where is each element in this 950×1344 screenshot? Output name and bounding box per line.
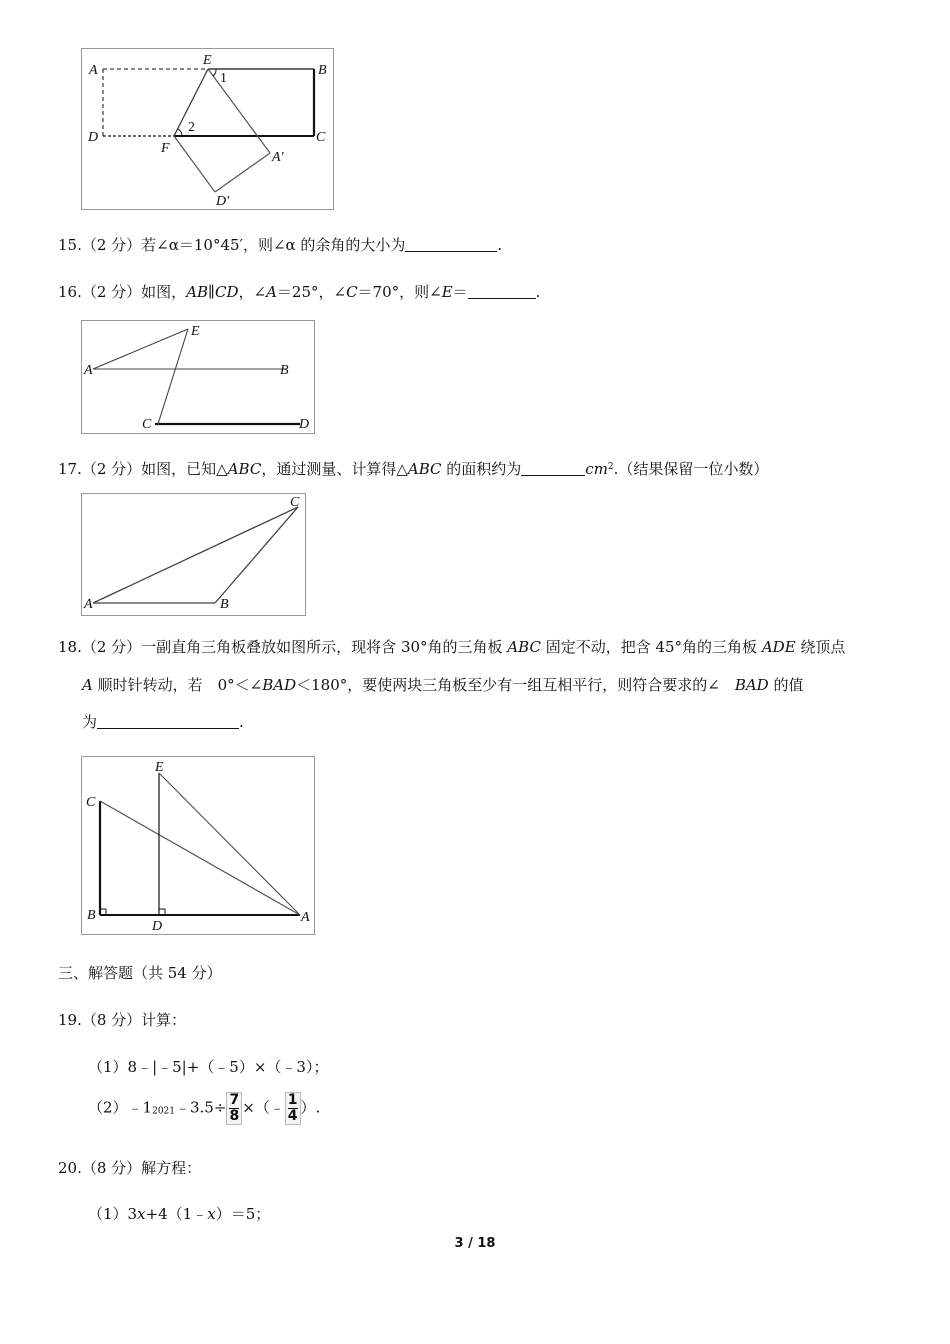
q15-number: 15. xyxy=(58,236,82,254)
figure-triangle-abc xyxy=(81,493,306,616)
label-A: A xyxy=(301,910,310,925)
figure-parallel-lines xyxy=(81,320,315,434)
q20-x2: x xyxy=(207,1205,216,1223)
q17-unit: cm xyxy=(585,460,608,478)
q20-p1b: +4（1﹣ xyxy=(145,1205,208,1223)
q19-p2d: ）. xyxy=(300,1098,321,1117)
q15-end: . xyxy=(497,236,503,254)
q16-angle-c: C xyxy=(346,283,358,301)
label-A: A xyxy=(89,63,98,78)
question-19 xyxy=(58,1009,186,1030)
q20-x1: x xyxy=(137,1205,146,1223)
q18-number: 18. xyxy=(58,638,82,656)
q16-angle-a: A xyxy=(266,283,277,301)
label-B: B xyxy=(220,597,229,612)
q18-abc: ABC xyxy=(507,638,541,656)
label-F: F xyxy=(161,141,170,156)
q19-number: 19. xyxy=(58,1011,82,1029)
q17-unit-exponent: 2 xyxy=(607,462,614,472)
q18-ade: ADE xyxy=(761,638,796,656)
q18-line2c: ＜180°，要使两块三角板至少有一组互相平行，则符合要求的∠ xyxy=(296,676,735,694)
q20-part-1 xyxy=(88,1203,270,1224)
q16-mid2: ＝25°，∠ xyxy=(276,283,347,301)
label-A: A xyxy=(84,363,93,378)
q17-abc-2: ABC xyxy=(407,460,442,478)
q18-line2b: 顺时针转动，若 0°＜∠ xyxy=(92,676,263,694)
fraction-denominator: 8 xyxy=(229,1108,240,1124)
q17-answer-blank[interactable] xyxy=(521,461,585,476)
page-number: 3 / 18 xyxy=(454,1236,496,1251)
q16-score: （2 分） xyxy=(81,283,142,301)
question-18-line-2 xyxy=(82,674,804,695)
label-C: C xyxy=(316,130,326,145)
label-C: C xyxy=(86,795,96,810)
q18-score: （2 分） xyxy=(81,638,142,656)
figure-set-squares xyxy=(81,756,315,935)
q16-ab-cd: AB∥CD xyxy=(186,283,239,301)
label-D: D xyxy=(299,417,310,432)
q16-mid4: ＝ xyxy=(452,283,468,301)
q18-bad-1: BAD xyxy=(262,676,297,694)
label-B: B xyxy=(87,908,96,923)
q16-number: 16. xyxy=(58,283,82,301)
q20-score: （8 分） xyxy=(81,1159,142,1177)
q18-line2d: 的值 xyxy=(768,676,804,694)
q17-mid2: 的面积约为 xyxy=(441,460,522,478)
q20-p1a: （1）3 xyxy=(88,1205,138,1223)
q18-bad-2: BAD xyxy=(734,676,769,694)
q18-end: . xyxy=(239,713,244,731)
label-B: B xyxy=(280,363,289,378)
q20-text: 解方程： xyxy=(141,1159,202,1177)
label-B: B xyxy=(318,63,327,78)
q16-end: . xyxy=(535,283,541,301)
label-A: A xyxy=(84,597,93,612)
q16-mid1: ，∠ xyxy=(238,283,267,301)
label-E: E xyxy=(191,324,200,339)
section-heading-3: 三、解答题（共 54 分） xyxy=(58,964,222,982)
question-15 xyxy=(58,234,502,255)
figure-folded-rectangle xyxy=(81,48,334,210)
q18-vertex-a: A xyxy=(82,676,93,694)
angle-2-label: 2 xyxy=(188,120,195,135)
label-C: C xyxy=(142,417,152,432)
q18-answer-blank[interactable] xyxy=(97,714,239,729)
q18-line1b: 固定不动，把含 45°角的三角板 xyxy=(540,638,762,656)
q17-mid: ，通过测量、计算得△ xyxy=(261,460,408,478)
q15-score: （2 分） xyxy=(81,236,142,254)
fraction-7-8 xyxy=(226,1092,242,1125)
q18-line3: 为 xyxy=(82,713,98,731)
q19-part-2 xyxy=(88,1092,320,1125)
label-D: D xyxy=(88,130,99,145)
fraction-denominator: 4 xyxy=(287,1108,298,1124)
fraction-numerator: 1 xyxy=(287,1092,298,1108)
fraction-1-4 xyxy=(285,1092,301,1125)
label-D: D xyxy=(152,919,163,934)
question-18-line-1 xyxy=(58,636,845,657)
q19-p2c: ×（﹣ xyxy=(242,1098,285,1117)
q17-post: .（结果保留一位小数） xyxy=(613,460,769,478)
question-17 xyxy=(58,458,768,479)
q19-text: 计算： xyxy=(141,1011,187,1029)
q18-line1c: 绕顶点 xyxy=(795,638,846,656)
q20-number: 20. xyxy=(58,1159,82,1177)
q16-angle-e: E xyxy=(441,283,453,301)
q19-score: （8 分） xyxy=(81,1011,142,1029)
question-16 xyxy=(58,281,540,302)
q19-part-1: （1）8﹣|﹣5|+（﹣5）×（﹣3）； xyxy=(88,1058,329,1076)
q15-answer-blank[interactable] xyxy=(405,237,497,252)
q16-pre: 如图， xyxy=(141,283,187,301)
q20-p1c: ）＝5； xyxy=(215,1205,271,1223)
q16-mid3: ＝70°，则∠ xyxy=(357,283,442,301)
label-C: C xyxy=(290,495,300,510)
label-E: E xyxy=(155,760,164,775)
q17-abc-1: ABC xyxy=(227,460,262,478)
q15-text: 若∠α＝10°45′，则∠α 的余角的大小为 xyxy=(141,236,406,254)
q17-number: 17. xyxy=(58,460,82,478)
q17-pre: 如图，已知△ xyxy=(141,460,228,478)
label-D-prime: D′ xyxy=(216,194,230,209)
question-20 xyxy=(58,1157,201,1178)
q17-score: （2 分） xyxy=(81,460,142,478)
q19-exponent: 2021 xyxy=(152,1106,175,1117)
q18-line1a: 一副直角三角板叠放如图所示，现将含 30°角的三角板 xyxy=(141,638,508,656)
angle-1-label: 1 xyxy=(220,71,227,86)
q19-p2a: （2）﹣1 xyxy=(88,1098,153,1117)
label-A-prime: A′ xyxy=(272,150,284,165)
question-18-line-3 xyxy=(82,711,244,732)
q16-answer-blank[interactable] xyxy=(468,284,536,299)
fraction-numerator: 7 xyxy=(229,1092,240,1108)
label-E: E xyxy=(203,53,212,68)
q19-p2b: ﹣3.5÷ xyxy=(175,1098,227,1117)
